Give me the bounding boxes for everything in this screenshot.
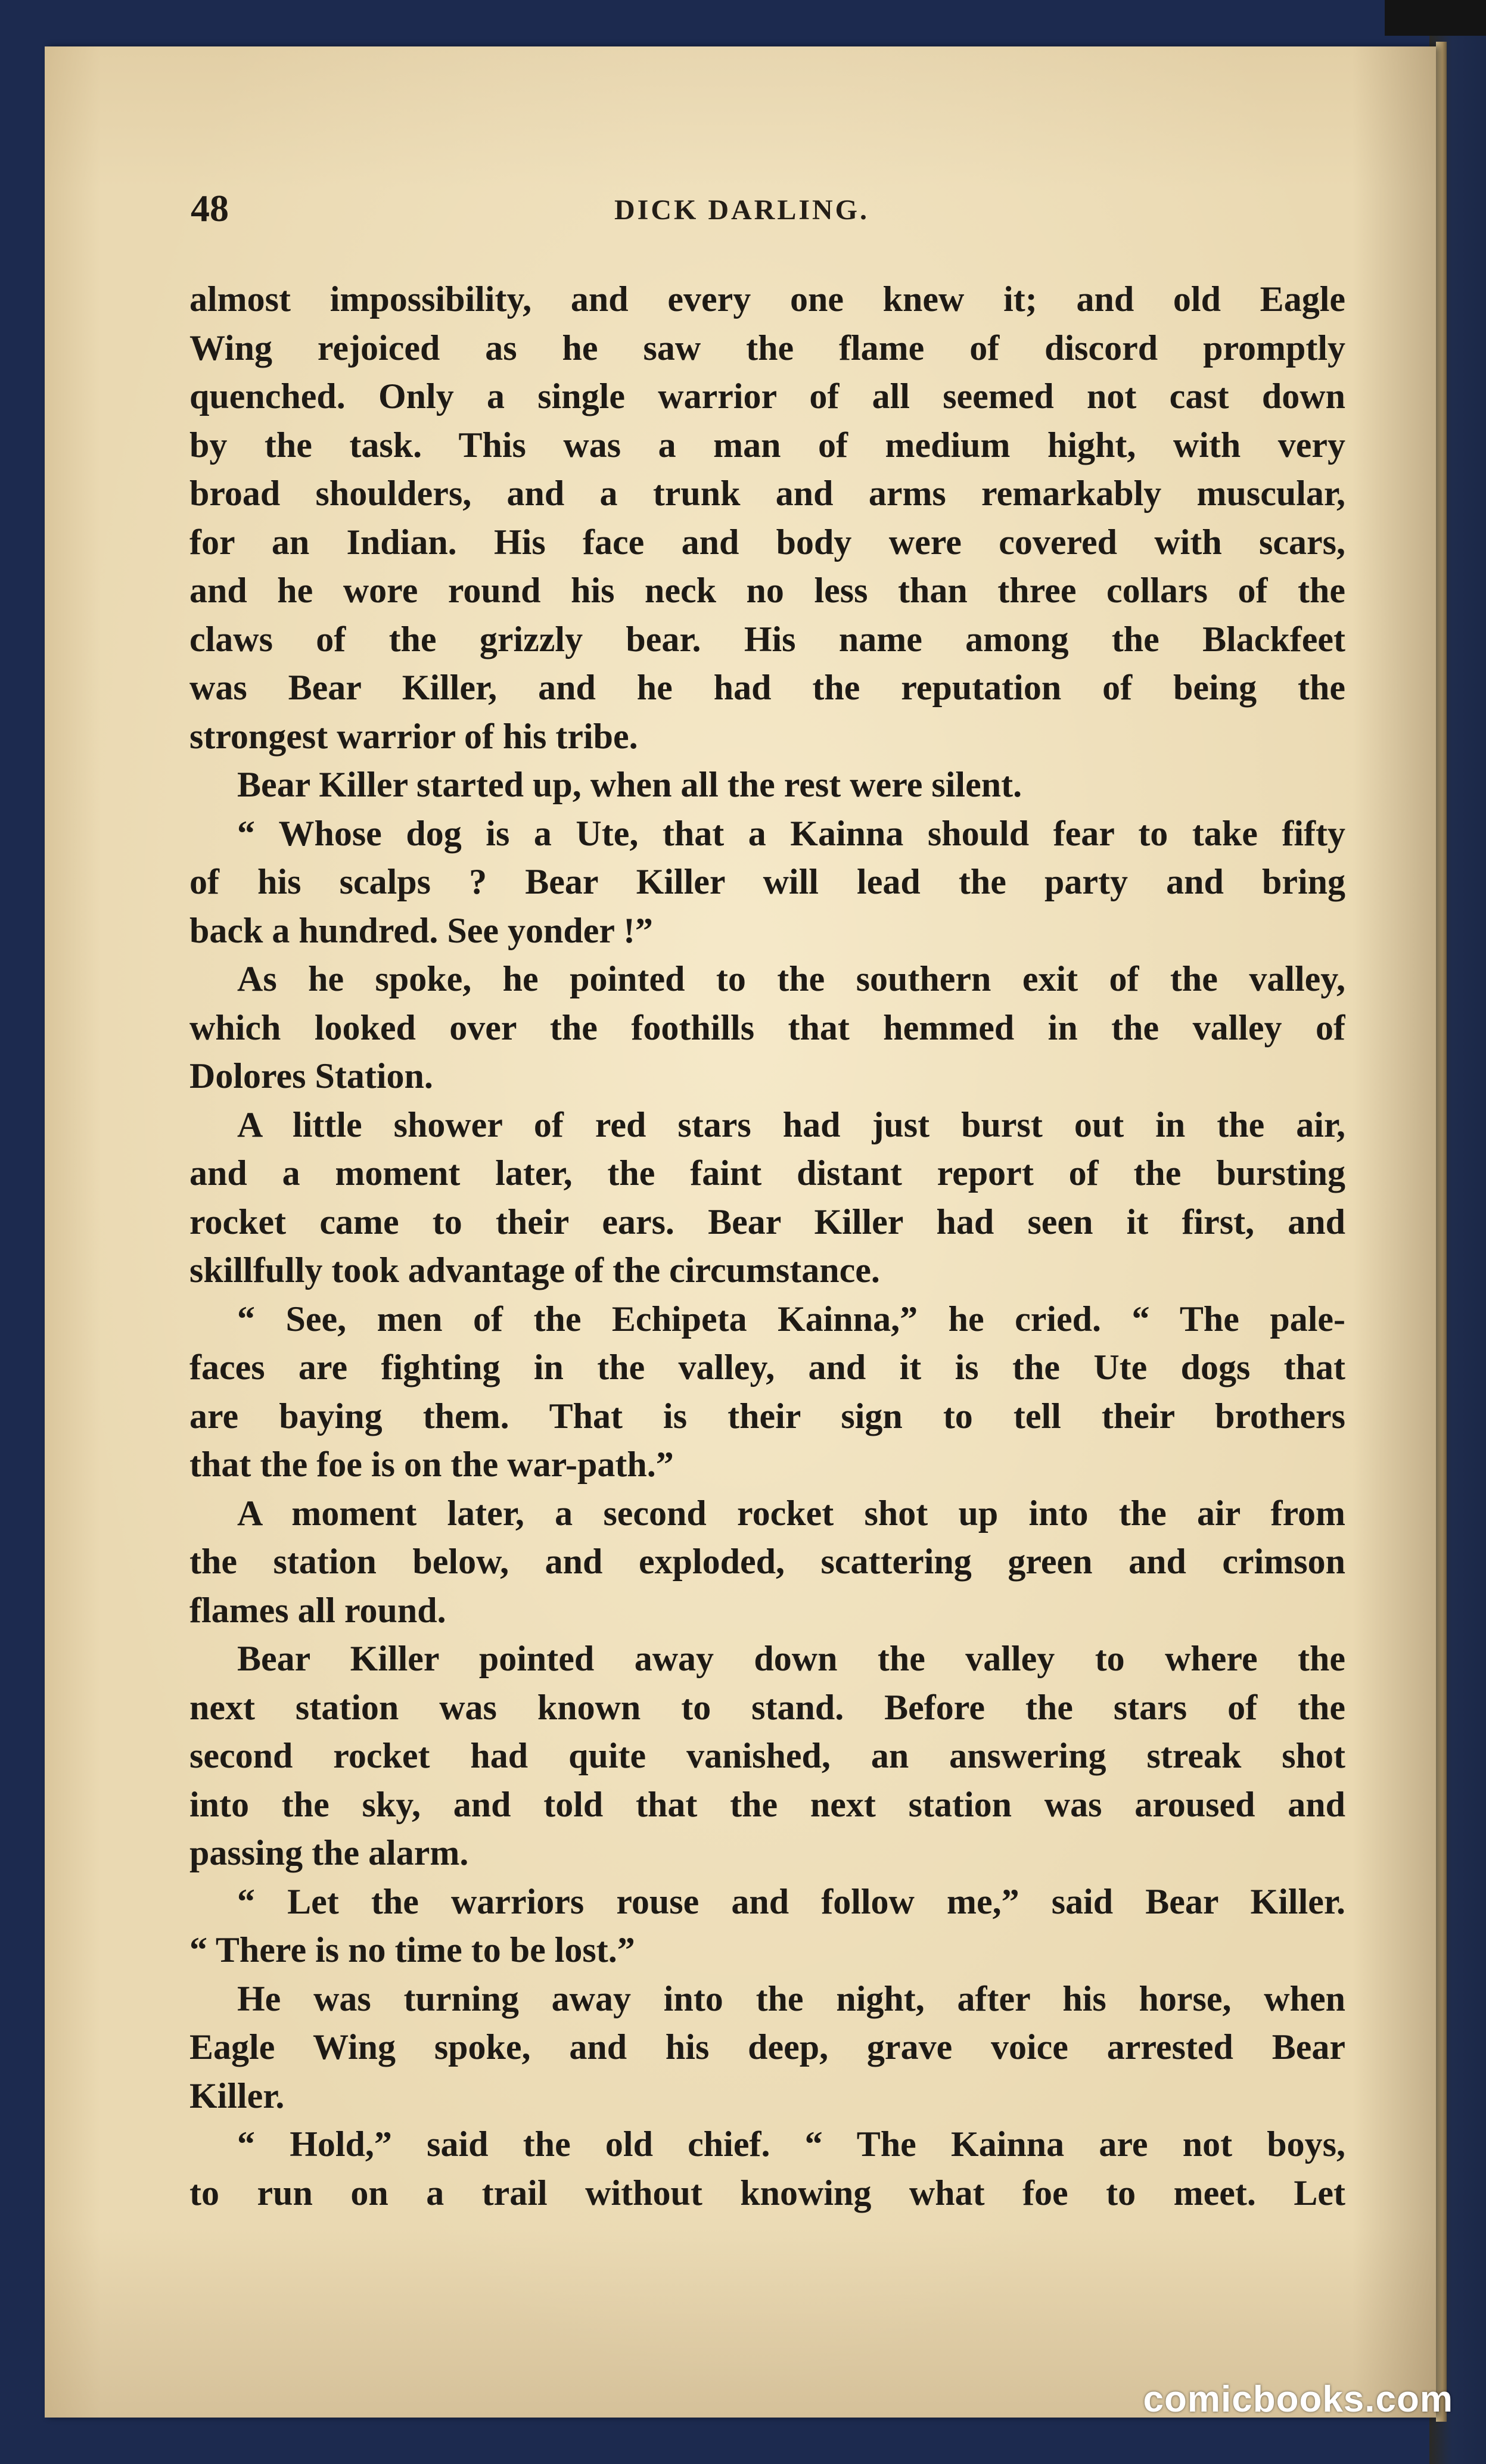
text-line: passing the alarm.	[189, 1833, 469, 1872]
backdrop-top-right-corner	[1385, 0, 1486, 36]
text-line: quenched. Only a single warrior of all seemed not cast down	[189, 377, 1345, 416]
text-line: rocket came to their ears. Bear Killer had seen it first, and	[189, 1202, 1345, 1242]
text-line: claws of the grizzly bear. His name among the Blackfeet	[189, 619, 1345, 659]
text-line: He was turning away into the night, after his horse, when	[237, 1978, 1345, 2018]
text-line: skillfully took advantage of the circumstance.	[189, 1250, 880, 1290]
page-number: 48	[191, 187, 229, 229]
text-line: A moment later, a second rocket shot up into the air from	[237, 1493, 1345, 1533]
text-line: faces are fighting in the valley, and it is the Ute dogs that	[189, 1348, 1345, 1387]
text-line: the station below, and exploded, scattering green and crimson	[189, 1542, 1345, 1581]
text-line: that the foe is on the war-path.”	[189, 1445, 674, 1484]
text-line: which looked over the foothills that hemmed in the valley of	[189, 1007, 1345, 1047]
text-line: strongest warrior of his tribe.	[189, 716, 638, 756]
text-line: back a hundred. See yonder !”	[189, 910, 653, 950]
text-line: to run on a trail without knowing what foe to meet. Let	[189, 2173, 1345, 2213]
text-line: A little shower of red stars had just burst out in the air,	[237, 1105, 1345, 1144]
text-line: Eagle Wing spoke, and his deep, grave voice arrested Bear	[189, 2027, 1345, 2067]
running-title: DICK DARLING.	[614, 194, 870, 226]
text-line: into the sky, and told that the next station was aroused and	[189, 1784, 1345, 1824]
text-line: Killer.	[189, 2076, 285, 2115]
text-line: Wing rejoiced as he saw the flame of discord promptly	[189, 328, 1345, 368]
text-line: Dolores Station.	[189, 1056, 433, 1096]
text-line: “ See, men of the Echipeta Kainna,” he cried. “ The pale-	[237, 1299, 1345, 1339]
text-line: by the task. This was a man of medium hight, with very	[189, 425, 1345, 465]
text-line: Bear Killer started up, when all the rest were silent.	[237, 765, 1022, 804]
text-line: Bear Killer pointed away down the valley to where the	[237, 1639, 1345, 1678]
text-line: and a moment later, the faint distant report of the bursting	[189, 1153, 1345, 1193]
text-line: flames all round.	[189, 1590, 446, 1630]
text-line: “ Hold,” said the old chief. “ The Kainna are not boys,	[237, 2124, 1345, 2164]
body-text	[189, 275, 1345, 2217]
text-line: “ Whose dog is a Ute, that a Kainna should fear to take fifty	[237, 813, 1345, 853]
text-line: “ There is no time to be lost.”	[189, 1930, 635, 1970]
text-line: broad shoulders, and a trunk and arms remarkably muscular,	[189, 474, 1345, 513]
running-head	[149, 185, 1335, 232]
text-line: of his scalps ? Bear Killer will lead the party and bring	[189, 862, 1345, 901]
text-line: almost impossibility, and every one knew it; and old Eagle	[189, 279, 1345, 319]
text-line: for an Indian. His face and body were covered with scars,	[189, 522, 1345, 562]
text-line: are baying them. That is their sign to tell their brothers	[189, 1396, 1345, 1436]
text-line: As he spoke, he pointed to the southern exit of the valley,	[237, 959, 1345, 998]
watermark: comicbooks.com	[1143, 2379, 1453, 2420]
text-line: next station was known to stand. Before the stars of the	[189, 1687, 1345, 1727]
text-line: second rocket had quite vanished, an answering streak shot	[189, 1736, 1345, 1775]
page-edge	[1436, 42, 1447, 2422]
text-line: “ Let the warriors rouse and follow me,” said Bear Killer.	[237, 1881, 1345, 1921]
text-line: was Bear Killer, and he had the reputation of being the	[189, 668, 1345, 707]
text-line: and he wore round his neck no less than three collars of the	[189, 571, 1345, 610]
